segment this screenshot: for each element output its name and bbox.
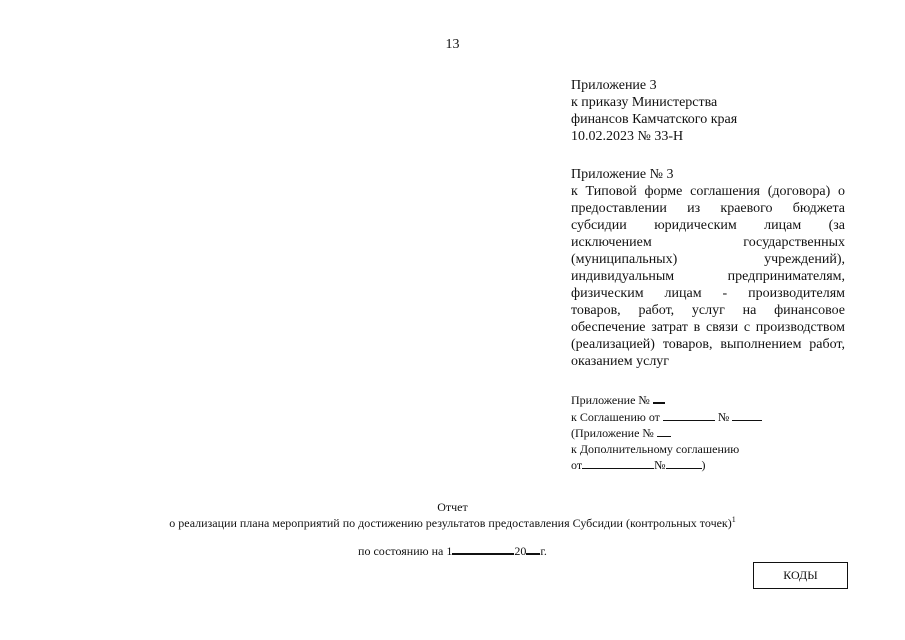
appendix-form-heading: Приложение № 3	[571, 167, 674, 182]
agreement-from-label: к Соглашению от	[571, 409, 660, 424]
additional-agreement-date-line	[571, 457, 762, 474]
agreement-appendix-label: Приложение №	[571, 393, 650, 407]
agreement-number-blank	[732, 409, 762, 421]
report-subtitle-line	[0, 515, 905, 531]
report-year-suffix: г.	[540, 544, 547, 558]
report-date-line	[0, 542, 905, 559]
agreement-date-line	[571, 409, 762, 426]
appendix-order-line: 10.02.2023 № 33-Н	[571, 129, 684, 144]
appendix-form-text: к Типовой форме соглашения (договора) о предоставлении из краевого бюджета субсидии юридическим лицам (за исключением государственных (муниципальных) учреждений), индивидуальным предпринимателям, физическим лицам - производителям товаров, работ, услуг на финансовое обеспечение затрат в связи с производством (реализацией) товаров, выполнением работ, оказанием услуг	[571, 184, 845, 369]
report-title: Отчет	[437, 500, 468, 514]
additional-number-sign: №	[654, 458, 666, 472]
agreement-appendix-open-label: (Приложение №	[571, 426, 654, 440]
report-date-prefix: по состоянию на 1	[358, 544, 453, 558]
agreement-reference	[571, 391, 762, 474]
report-year-prefix: 20	[514, 544, 527, 558]
agreement-date-blank	[663, 409, 715, 421]
report-year-blank	[526, 542, 540, 555]
appendix-order-line: к приказу Министерства	[571, 95, 718, 110]
appendix-order-header	[571, 77, 737, 145]
additional-number-blank	[666, 457, 702, 469]
footnote-mark: 1	[731, 515, 736, 524]
report-month-blank	[452, 542, 514, 555]
agreement-number-sign: №	[717, 409, 730, 424]
additional-close-paren: )	[701, 458, 706, 472]
additional-from-label: от	[571, 458, 583, 472]
appendix-open-number-blank	[657, 425, 671, 437]
appendix-order-line: финансов Камчатского края	[571, 112, 738, 127]
appendix-order-line: Приложение 3	[571, 78, 657, 93]
agreement-appendix-open-line	[571, 425, 762, 442]
page-number: 13	[445, 37, 460, 52]
appendix-number-blank	[653, 391, 665, 404]
additional-agreement-line: к Дополнительному соглашению	[571, 441, 740, 456]
codes-header-cell: КОДЫ	[753, 562, 848, 589]
agreement-appendix-line	[571, 391, 762, 409]
appendix-form-header	[571, 166, 845, 370]
report-subtitle: о реализации плана мероприятий по достижению результатов предоставления Субсидии (контрольных точек)	[169, 516, 732, 530]
additional-date-blank	[582, 457, 654, 469]
